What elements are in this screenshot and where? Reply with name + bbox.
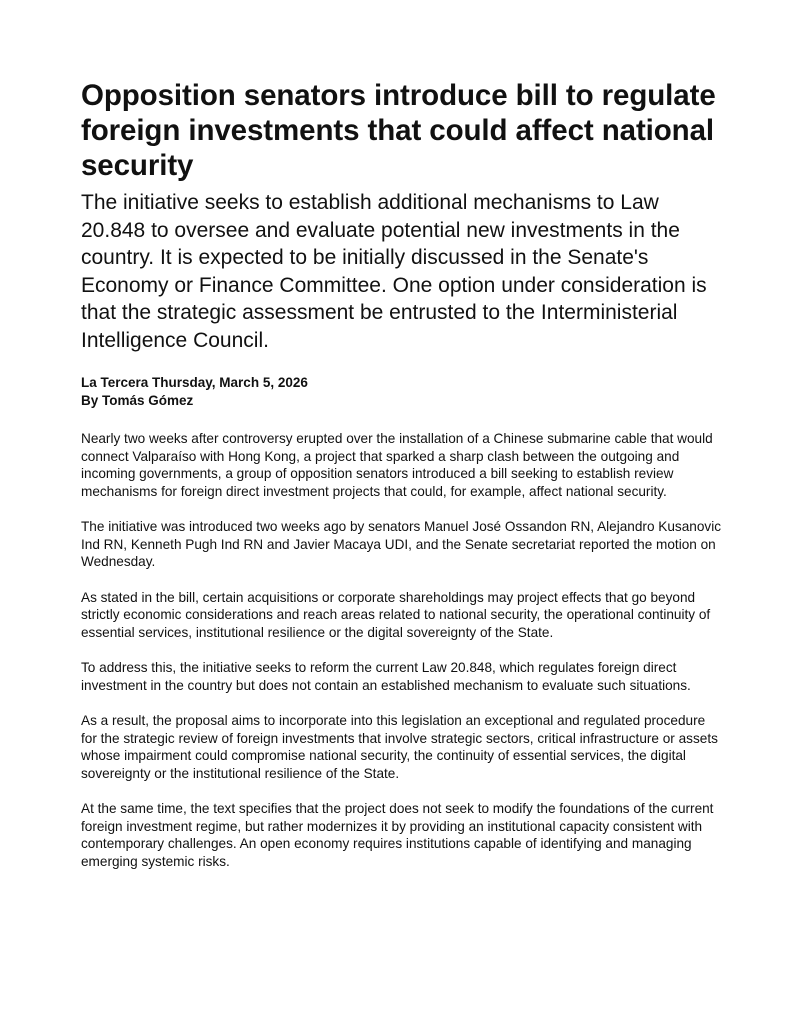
body-paragraph: Nearly two weeks after controversy erupted over the installation of a Chinese submarine cable that would connect Valparaíso with Hong Kong, a project that sparked a sharp clash between the outgoing and incoming governments, a group of opposition senators introduced a bill seeking to establish review mechanisms for foreign direct investment projects that could, for example, affect national security.: [81, 431, 713, 499]
body-paragraph: The initiative was introduced two weeks ago by senators Manuel José Ossandon RN, Alejandro Kusanovic Ind RN, Kenneth Pugh Ind RN and Javier Macaya UDI, and the Senate secretariat reported the motion on Wednesday.: [81, 519, 722, 569]
article-headline: Opposition senators introduce bill to regulate foreign investments that could affect national security: [81, 79, 716, 182]
body-paragraph: At the same time, the text specifies that the project does not seek to modify the foundations of the current foreign investment regime, but rather modernizes it by providing an institutional capacity consistent with contemporary challenges. An open economy requires institutions capable of identifying and managing emerging systemic risks.: [81, 801, 714, 869]
body-paragraph: As stated in the bill, certain acquisitions or corporate shareholdings may project effects that go beyond strictly economic considerations and reach areas related to national security, the operational continuity of essential services, institutional resilience or the digital sovereignty of the State.: [81, 589, 711, 640]
body-paragraph: To address this, the initiative seeks to reform the current Law 20.848, which regulates foreign direct investment in the country but does not contain an established mechanism to evaluate such situations.: [81, 660, 691, 693]
article-subheadline: The initiative seeks to establish additional mechanisms to Law 20.848 to oversee and evaluate potential new investments in the country. It is expected to be initially discussed in the Senate's Economy or Finance Committee. One option under consideration is that the strategic assessment be entrusted to the Interministerial Intelligence Council.: [81, 191, 707, 352]
body-paragraph: As a result, the proposal aims to incorporate into this legislation an exceptional and regulated procedure for the strategic review of foreign investments that involve strategic sectors, critical infrastructure or assets whose impairment could compromise national security, the continuity of essential services, the digital sovereignty or the institutional resilience of the State.: [81, 713, 718, 781]
byline: [81, 374, 721, 410]
article: [81, 78, 721, 888]
source-date: La Tercera Thursday, March 5, 2026: [81, 375, 308, 390]
author: By Tomás Gómez: [81, 393, 194, 408]
article-body: [81, 430, 721, 870]
